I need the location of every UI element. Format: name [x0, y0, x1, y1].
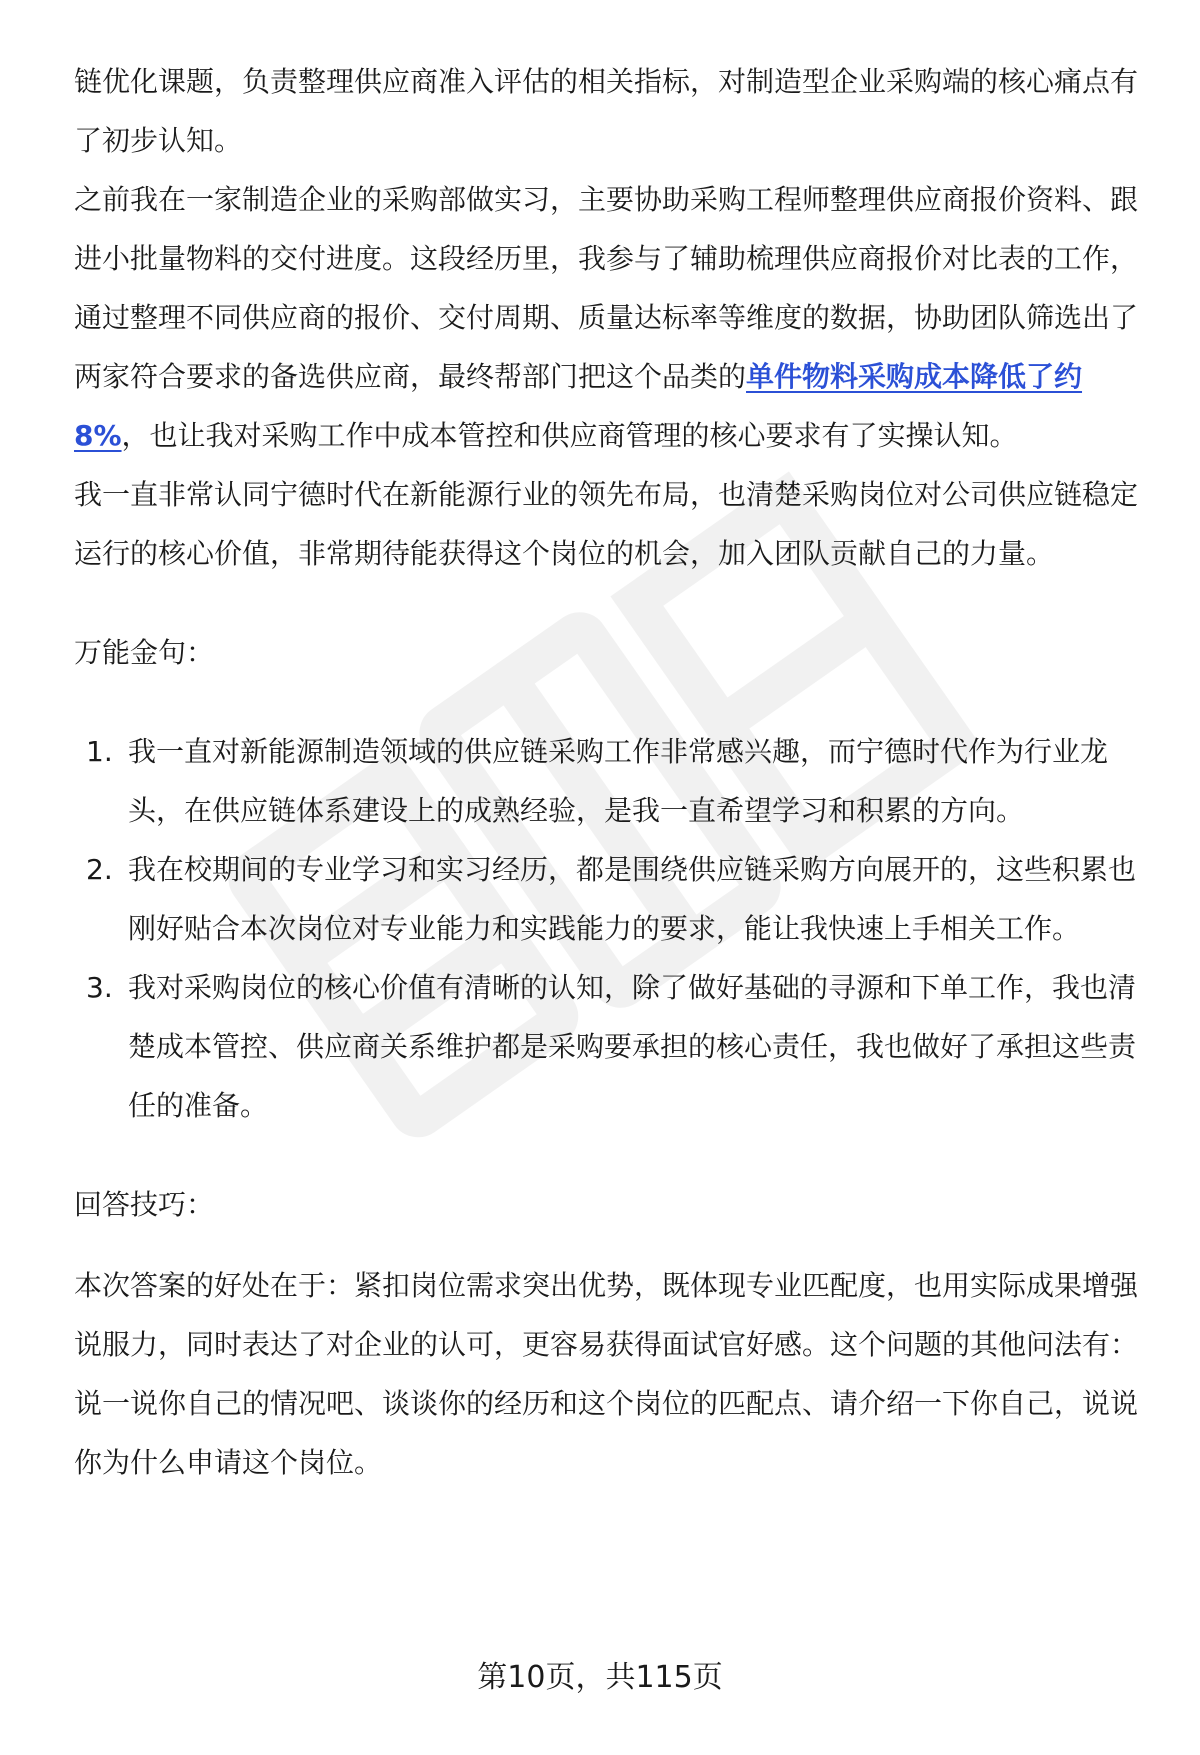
tips-paragraph: 本次答案的好处在于：紧扣岗位需求突出优势，既体现专业匹配度，也用实际成果增强说服力，同时表达了对企业的认可，更容易获得面试官好感。这个问题的其他问法有：说一说你自己的情况吧、谈谈你的经历和这个岗位的匹配点、请介绍一下你自己，说说你为什么申请这个岗位。	[74, 1269, 1139, 1479]
internship-text-after: ，也让我对采购工作中成本管控和供应商管理的核心要求有了实操认知。	[121, 419, 1018, 452]
list-item-number: 1.	[86, 735, 113, 768]
list-item-text: 我在校期间的专业学习和实习经历，都是围绕供应链采购方向展开的，这些积累也刚好贴合本次岗位对专业能力和实践能力的要求，能让我快速上手相关工作。	[128, 853, 1137, 945]
list-item-text: 我对采购岗位的核心价值有清晰的认知，除了做好基础的寻源和下单工作，我也清楚成本管控、供应商关系维护都是采购要承担的核心责任，我也做好了承担这些责任的准备。	[128, 971, 1137, 1122]
golden-phrases-heading: 万能金句：	[74, 636, 215, 669]
list-item	[74, 722, 1150, 840]
list-item-number: 2.	[86, 853, 113, 886]
list-item	[74, 958, 1150, 1135]
list-item	[74, 840, 1150, 958]
document-body	[74, 52, 1150, 1492]
paragraph-intro-continued: 链优化课题，负责整理供应商准入评估的相关指标，对制造型企业采购端的核心痛点有了初步认知。	[74, 65, 1139, 157]
list-item-text: 我一直对新能源制造领域的供应链采购工作非常感兴趣，而宁德时代作为行业龙头，在供应链体系建设上的成熟经验，是我一直希望学习和积累的方向。	[128, 735, 1109, 827]
page-footer: 第10页，共115页	[477, 1660, 723, 1695]
list-item-number: 3.	[86, 971, 113, 1004]
tips-heading: 回答技巧：	[74, 1188, 215, 1221]
golden-phrases-list	[74, 722, 1150, 1135]
paragraph-internship	[74, 170, 1150, 465]
internship-text-before: 之前我在一家制造企业的采购部做实习，主要协助采购工程师整理供应商报价资料、跟进小批量物料的交付进度。这段经历里，我参与了辅助梳理供应商报价对比表的工作，通过整理不同供应商的报价、交付周期、质量达标率等维度的数据，协助团队筛选出了两家符合要求的备选供应商，最终帮部门把这个品类的	[74, 183, 1139, 393]
paragraph-motivation: 我一直非常认同宁德时代在新能源行业的领先布局，也清楚采购岗位对公司供应链稳定运行的核心价值，非常期待能获得这个岗位的机会，加入团队贡献自己的力量。	[74, 478, 1139, 570]
cost-reduction-highlight: 单件物料采购成本降低了约8%	[74, 360, 1083, 452]
